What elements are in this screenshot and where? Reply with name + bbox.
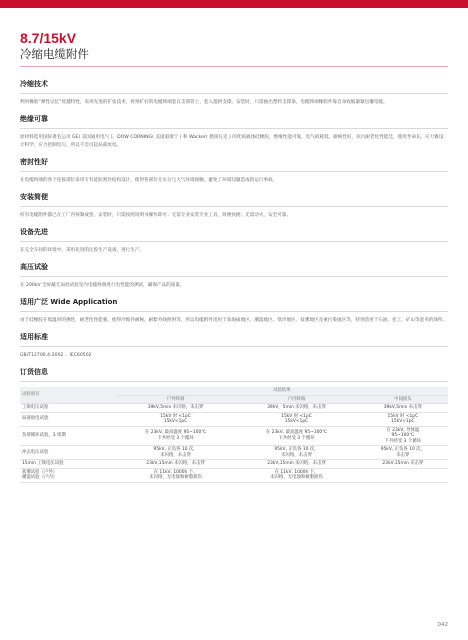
page-number: 042 — [437, 622, 448, 628]
section-divider — [20, 128, 448, 129]
section-divider — [20, 241, 448, 242]
cell-outdoor: 23kV,15min 未闪络，未击穿 — [116, 460, 235, 469]
section-heading: 绝缘可靠 — [20, 115, 48, 123]
result-header: 试验结果 — [116, 387, 448, 395]
cell-indoor: 在 11kV, 1000h 下， 未闪络，无电蚀和树脂损伤 — [235, 468, 357, 482]
section-text: 在电缆终端的各个连接部位采用专有硅胶密封结构设计，使得各部位无水分与大气环境接触，避免了环境问题造成的运行事故。 — [20, 178, 278, 183]
test-results-table — [20, 387, 448, 483]
cell-joint: 在 23kV, 导体温 95~100℃ 下共经受 3 个循环 — [358, 426, 448, 446]
section-divider — [20, 171, 448, 172]
section-equipment — [20, 228, 448, 255]
section-heading: 安装简便 — [20, 193, 48, 201]
section-cold-shrink — [20, 80, 448, 107]
section-divider — [20, 311, 448, 312]
cell-joint: 15kV 时 <1pC 15kV<1pC — [358, 412, 448, 426]
table-row — [20, 468, 448, 482]
standards-text: GB/T12706.4-2002 ；IEC60502 — [20, 353, 92, 358]
cell-outdoor: 在 11kV, 1000h 下， 未闪络，无电蚀和树脂损伤 — [116, 468, 235, 482]
table-header-row — [20, 387, 448, 395]
item-header: 试验项目 — [20, 387, 116, 404]
table-row — [20, 426, 448, 446]
section-text: 在完全车间的环境中，采用先进的注胶生产设备，进行生产。 — [20, 248, 145, 253]
cell-outdoor: 39kV,5min 未闪络，未击穿 — [116, 404, 235, 413]
section-text: 所有电缆附件都已在工厂内预制成型，安装时，只需按照说明书操作即可；无需专业安装专业工具，简便快捷；无需动火，安全可靠。 — [20, 213, 292, 218]
cell-joint: 95kV, 正负各 10 次， 未击穿 — [358, 446, 448, 460]
content — [20, 80, 448, 483]
section-text: 在 200kV 全屏蔽无局放试验室内电缆终端进行电性能的测试，确保产品的质量。 — [20, 283, 185, 288]
page-title-en: 8.7/15kV — [20, 30, 77, 46]
section-divider — [20, 206, 448, 207]
cell-outdoor: 在 23kV, 最高温度 95~100℃ 下共经受 3 个循环 — [116, 426, 235, 446]
table-row — [20, 460, 448, 469]
section-standards — [20, 333, 448, 360]
section-divider — [20, 276, 448, 277]
row-item: 15min 工频电压试验 — [20, 460, 116, 469]
section-divider — [20, 93, 448, 94]
section-order-info — [20, 368, 448, 382]
table-row — [20, 404, 448, 413]
cell-joint — [358, 468, 448, 482]
section-heading: 适用广泛 Wide Application — [20, 298, 118, 306]
section-text: 原材料选用国际著名公司 GE( 美国通用电气 )、DOW CORNING( 美国道康宁 ) 和 Wacker( 德国瓦克 ) 的优质液体硅橡胶，绝缘性能可靠，电气损耗低，耐候性好，抗污耐老化性能佳，使用寿命长。应力锥设计科学，应力控制均匀，所以不会引起局部放电。 — [20, 135, 444, 148]
row-item: 冲击电压试验 — [20, 446, 116, 460]
cell-indoor: 23kV,15min 未闪络，未击穿 — [235, 460, 357, 469]
row-item: 负荷循环试验，3 周期 — [20, 426, 116, 446]
section-heading: 设备先进 — [20, 228, 48, 236]
cell-indoor: 39kV，5min 未闪络，未击穿 — [235, 404, 357, 413]
table-body — [20, 404, 448, 483]
row-item: 工频电压试验 — [20, 404, 116, 413]
cell-joint: 23kV,15min 未击穿 — [358, 460, 448, 469]
cell-outdoor: 95kV, 正负各 10 次， 未闪络，未击穿 — [116, 446, 235, 460]
section-heading: 冷缩技术 — [20, 80, 48, 88]
col-header-joint: 中间接头 — [358, 395, 448, 404]
section-divider — [20, 346, 448, 347]
section-application — [20, 298, 448, 325]
section-text: 由于硅橡胶在低温时的弹性，耐老化性能强，使得冷缩件耐候，耐紫外线照射等，所以电缆附件适用于高海拔地区、潮湿地区、寒冷地区、盐雾地区及重污染地区等，特别适用于石油、化工、矿山等恶劣的场所。 — [20, 318, 448, 323]
col-header-indoor: 户内终端 — [235, 395, 357, 404]
section-installation — [20, 193, 448, 220]
cell-outdoor: 15kV 时 <1pC 15kV<1pC — [116, 412, 235, 426]
table-row — [20, 412, 448, 426]
section-heading: 高压试验 — [20, 263, 48, 271]
row-item: 局部放电试验 — [20, 412, 116, 426]
cell-indoor: 15kV 时 <1pC 15kV<1pC — [235, 412, 357, 426]
cell-indoor: 95kV, 正负各 10 次， 未闪络，未击穿 — [235, 446, 357, 460]
top-accent-bar — [0, 0, 468, 8]
page-title-cn: 冷缩电缆附件 — [20, 47, 89, 61]
section-hv-test — [20, 263, 448, 290]
section-heading: 密封性好 — [20, 158, 48, 166]
table-row — [20, 446, 448, 460]
row-item: 盐雾试验（户外） 潮湿试验（户内） — [20, 468, 116, 482]
section-sealing — [20, 158, 448, 185]
title-divider — [20, 66, 448, 67]
section-heading: 订货信息 — [20, 368, 48, 376]
section-text: 利用橡胶“弹性记忆”优越特性，采用先进的扩张技术，将预扩好的电缆终端套在支撑管上，套入提供支撑。安装时，只需抽出塑料支撑条，电缆终端橡胶件靠自身收缩紧紧包覆电缆。 — [20, 100, 388, 105]
section-heading: 适用标准 — [20, 333, 48, 341]
col-header-outdoor: 户外终端 — [116, 395, 235, 404]
section-divider — [20, 381, 448, 382]
cell-indoor: 在 23kV, 最高温度 95~100℃ 下共经受 3 个循环 — [235, 426, 357, 446]
cell-joint: 39kV,5min 未击穿 — [358, 404, 448, 413]
section-insulation — [20, 115, 448, 150]
